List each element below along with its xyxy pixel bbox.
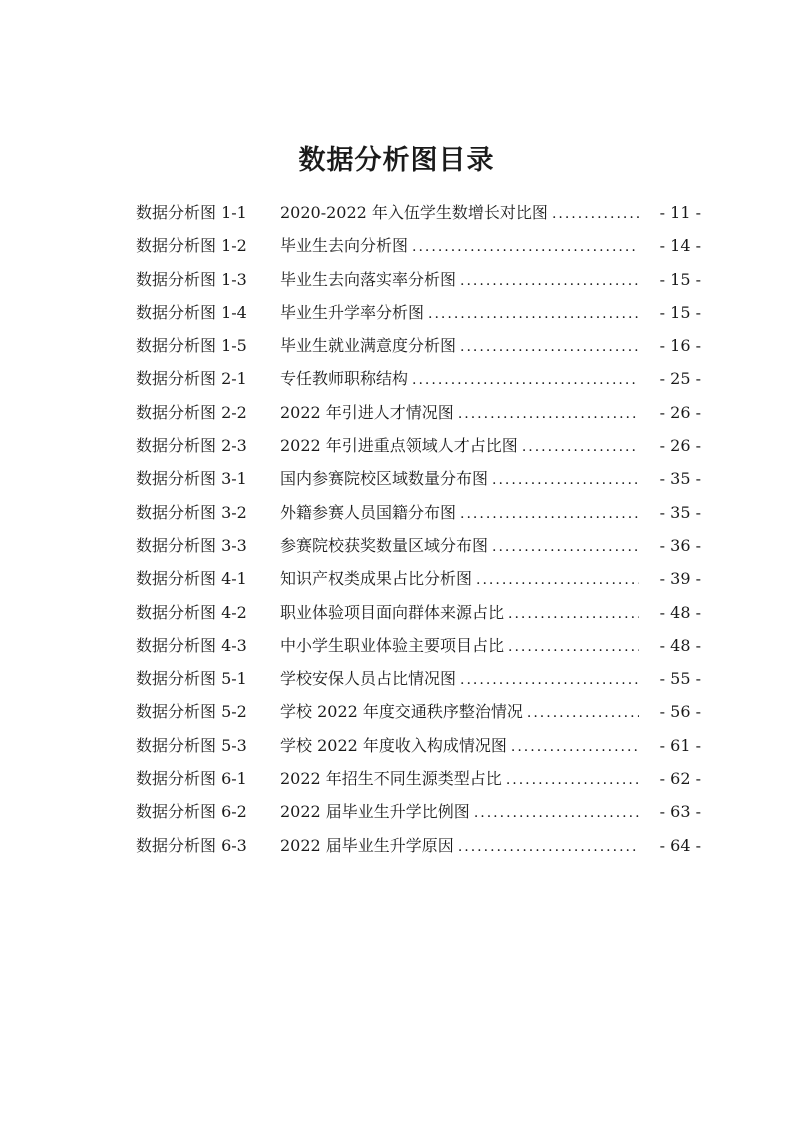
toc-dot-leader [506, 772, 639, 788]
page-title: 数据分析图目录 [298, 145, 495, 176]
toc-entry-label: 数据分析图 6-1 [136, 769, 247, 789]
toc-dot-leader [428, 306, 639, 322]
toc-entry-page: - 11 - [659, 203, 701, 222]
toc-entry[interactable] [136, 333, 701, 366]
toc-dot-leader [552, 206, 639, 222]
toc-dot-leader [460, 506, 639, 522]
toc-entry-label: 数据分析图 1-4 [136, 302, 247, 322]
toc-dot-leader [476, 572, 639, 588]
toc-entry-name: 2022 届毕业生升学比例图 [280, 802, 470, 822]
toc-dot-leader [458, 839, 639, 855]
toc-entry-name: 学校 2022 年度交通秩序整治情况 [280, 702, 523, 722]
toc-entry-name: 2022 届毕业生升学原因 [280, 835, 454, 855]
toc-dot-leader [460, 339, 639, 355]
toc-entry-page: - 48 - [659, 635, 701, 655]
toc-entry[interactable] [136, 766, 701, 799]
toc-entry-page: - 26 - [659, 436, 701, 456]
toc-entry-page: - 36 - [659, 535, 701, 555]
toc-entry-label: 数据分析图 4-2 [136, 602, 247, 622]
toc-dot-leader [492, 472, 639, 488]
toc-entry-label: 数据分析图 3-1 [136, 469, 247, 489]
toc-entry-label: 数据分析图 2-1 [136, 369, 247, 389]
toc-entry-page: - 15 - [659, 269, 701, 289]
toc-dot-leader [458, 406, 639, 422]
toc-entry-page: - 25 - [659, 369, 701, 389]
toc-entry[interactable] [136, 733, 701, 766]
toc-entry-label: 数据分析图 4-3 [136, 635, 247, 655]
toc-entry-label: 数据分析图 5-2 [136, 702, 247, 722]
toc-entry-name: 职业体验项目面向群体来源占比 [280, 602, 505, 622]
toc-entry[interactable] [136, 366, 701, 399]
toc-entry[interactable] [136, 833, 701, 866]
toc-entry-name: 2020-2022 年入伍学生数增长对比图 [280, 203, 548, 222]
toc-entry-page: - 56 - [659, 702, 701, 722]
toc-entry-name: 2022 年招生不同生源类型占比 [280, 769, 502, 789]
toc-entry[interactable] [136, 566, 701, 599]
toc-entry-label: 数据分析图 3-2 [136, 502, 247, 522]
toc-entry-page: - 61 - [659, 735, 701, 755]
toc-entry-name: 知识产权类成果占比分析图 [280, 569, 473, 589]
toc-dot-leader [460, 273, 639, 289]
toc-entry-page: - 48 - [659, 602, 701, 622]
toc-dot-leader [508, 606, 639, 622]
toc-entry-name: 学校 2022 年度收入构成情况图 [280, 735, 507, 755]
toc-entry-label: 数据分析图 2-2 [136, 402, 247, 422]
toc-entry-label: 数据分析图 3-3 [136, 535, 247, 555]
toc-entry[interactable] [136, 699, 701, 732]
toc-entry-name: 毕业生升学率分析图 [280, 302, 425, 322]
toc-entry[interactable] [136, 533, 701, 566]
toc-entry-name: 外籍参赛人员国籍分布图 [280, 502, 457, 522]
toc-dot-leader [527, 705, 639, 721]
toc-entry-label: 数据分析图 2-3 [136, 436, 247, 456]
toc-dot-leader [474, 805, 639, 821]
toc-entry-name: 2022 年引进重点领域人才占比图 [280, 436, 518, 456]
toc-entry[interactable] [136, 300, 701, 333]
toc-dot-leader [522, 439, 639, 455]
toc-dot-leader [460, 672, 639, 688]
toc-entry-page: - 15 - [659, 302, 701, 322]
toc-dot-leader [412, 239, 639, 255]
toc-entry-name: 毕业生去向分析图 [280, 236, 409, 256]
toc-entry[interactable] [136, 633, 701, 666]
toc-entry-page: - 35 - [659, 469, 701, 489]
toc-entry-name: 中小学生职业体验主要项目占比 [280, 635, 505, 655]
toc-entry-label: 数据分析图 6-2 [136, 802, 247, 822]
toc-entry[interactable] [136, 233, 701, 266]
toc-entry-label: 数据分析图 6-3 [136, 835, 247, 855]
toc-entry-name: 2022 年引进人才情况图 [280, 402, 454, 422]
toc-entry[interactable] [136, 433, 701, 466]
toc-entry-page: - 26 - [659, 402, 701, 422]
toc-list [136, 200, 701, 866]
toc-entry-page: - 16 - [659, 336, 701, 356]
toc-entry-page: - 55 - [659, 669, 701, 689]
toc-entry-name: 专任教师职称结构 [280, 369, 409, 389]
toc-entry-label: 数据分析图 1-3 [136, 269, 247, 289]
toc-entry-name: 毕业生去向落实率分析图 [280, 269, 457, 289]
toc-entry-label: 数据分析图 1-2 [136, 236, 247, 256]
toc-entry-name: 参赛院校获奖数量区域分布图 [280, 535, 489, 555]
toc-entry-label: 数据分析图 1-1 [136, 203, 247, 222]
toc-dot-leader [492, 539, 639, 555]
toc-entry-name: 国内参赛院校区域数量分布图 [280, 469, 489, 489]
toc-entry[interactable] [136, 466, 701, 499]
toc-entry-label: 数据分析图 5-1 [136, 669, 247, 689]
toc-dot-leader [511, 739, 639, 755]
toc-entry[interactable] [136, 799, 701, 832]
toc-entry[interactable] [136, 200, 701, 233]
toc-entry-page: - 62 - [659, 769, 701, 789]
toc-dot-leader [508, 639, 639, 655]
toc-entry[interactable] [136, 500, 701, 533]
toc-entry-name: 毕业生就业满意度分析图 [280, 336, 457, 356]
toc-entry-name: 学校安保人员占比情况图 [280, 669, 457, 689]
toc-entry[interactable] [136, 600, 701, 633]
toc-entry[interactable] [136, 267, 701, 300]
toc-entry[interactable] [136, 666, 701, 699]
toc-entry-page: - 64 - [659, 835, 701, 855]
toc-entry-label: 数据分析图 1-5 [136, 336, 247, 356]
toc-entry-page: - 14 - [659, 236, 701, 256]
toc-entry-page: - 39 - [659, 569, 701, 589]
toc-dot-leader [412, 372, 639, 388]
toc-entry[interactable] [136, 400, 701, 433]
toc-entry-page: - 63 - [659, 802, 701, 822]
toc-entry-page: - 35 - [659, 502, 701, 522]
toc-entry-label: 数据分析图 4-1 [136, 569, 247, 589]
toc-entry-label: 数据分析图 5-3 [136, 735, 247, 755]
